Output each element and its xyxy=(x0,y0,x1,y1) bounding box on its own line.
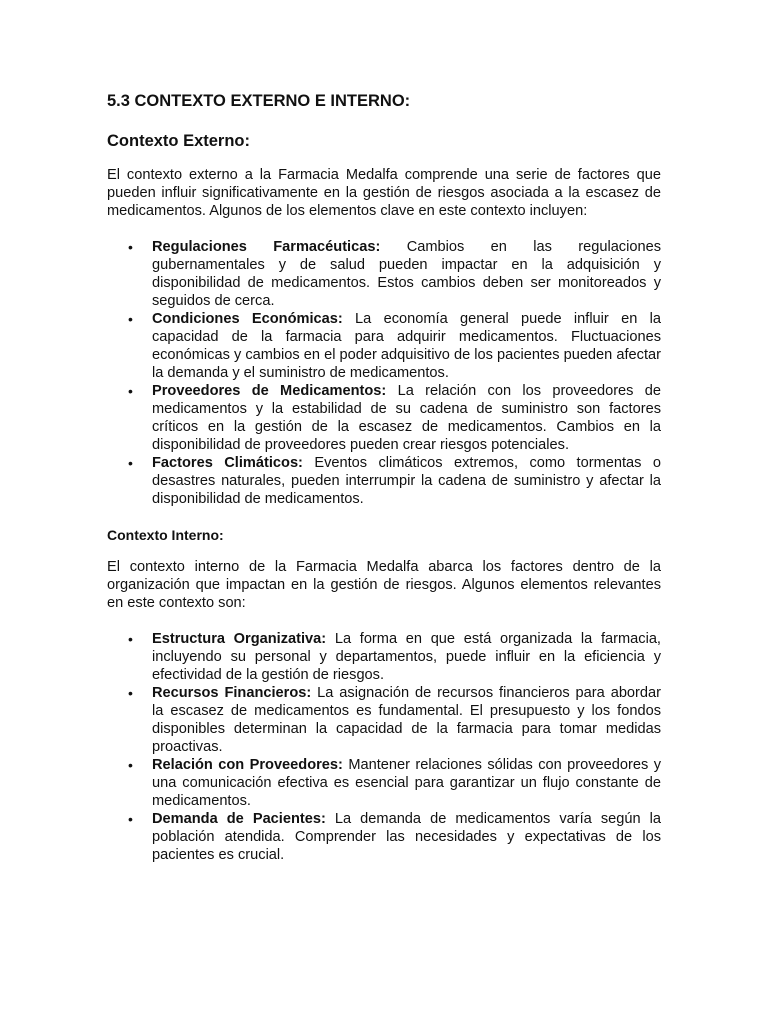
bullet-icon: • xyxy=(128,757,133,773)
list-item xyxy=(107,382,661,454)
list-item xyxy=(107,630,661,684)
internal-factors-list xyxy=(107,630,661,864)
list-item-text: La forma en que está organizada la farmacia, incluyendo su personal y departamentos, puede influir en la eficiencia y efectividad de la gestión de riesgos. xyxy=(152,631,661,683)
list-item-text: La asignación de recursos financieros para abordar la escasez de medicamentos es fundamental. El presupuesto y los fondos disponibles determinan la capacidad de la farmacia para tomar medidas proactivas. xyxy=(152,685,661,755)
list-item-text: Eventos climáticos extremos, como tormentas o desastres naturales, pueden interrumpir la cadena de suministro y afectar la disponibilidad de medicamentos. xyxy=(152,455,661,507)
list-item xyxy=(107,454,661,508)
list-item-text: La demanda de medicamentos varía según la población atendida. Comprender las necesidades y expectativas de los pacientes es crucial. xyxy=(152,811,662,863)
document-page xyxy=(107,88,661,882)
list-item xyxy=(107,756,661,810)
bullet-icon: • xyxy=(128,811,133,827)
external-context-heading: Contexto Externo: xyxy=(107,132,251,150)
list-item xyxy=(107,684,661,756)
list-item-text: La relación con los proveedores de medicamentos y la estabilidad de su cadena de suministro son factores críticos en la gestión de la escasez de medicamentos. Cambios en la disponibilidad de proveedores pueden crear riesgos potenciales. xyxy=(152,383,661,453)
list-item xyxy=(107,310,661,382)
list-item-text: Mantener relaciones sólidas con proveedores y una comunicación efectiva es esencial para garantizar un flujo constante de medicamentos. xyxy=(152,757,661,809)
list-item xyxy=(107,810,661,864)
external-factors-list xyxy=(107,238,661,508)
bullet-icon: • xyxy=(128,239,133,255)
list-item xyxy=(107,238,661,310)
bullet-icon: • xyxy=(128,455,133,471)
bullet-icon: • xyxy=(128,631,133,647)
bullet-icon: • xyxy=(128,311,133,327)
list-item-term: Proveedores de Medicamentos: xyxy=(152,383,387,399)
list-item-text: La economía general puede influir en la capacidad de la farmacia para adquirir medicamentos. Fluctuaciones económicas y cambios en el poder adquisitivo de los pacientes pueden afectar la demanda y el suministro de medicamentos. xyxy=(152,311,662,381)
list-item-term: Recursos Financieros: xyxy=(152,685,312,701)
list-item-term: Relación con Proveedores: xyxy=(152,757,343,773)
internal-context-intro: El contexto interno de la Farmacia Medalfa abarca los factores dentro de la organización que impactan en la gestión de riesgos. Algunos elementos relevantes en este contexto son: xyxy=(107,559,661,611)
list-item-term: Factores Climáticos: xyxy=(152,455,303,471)
internal-context-heading: Contexto Interno: xyxy=(107,527,224,543)
list-item-term: Estructura Organizativa: xyxy=(152,631,327,647)
list-item-text: Cambios en las regulaciones gubernamentales y de salud pueden impactar en la adquisición y disponibilidad de medicamentos. Estos cambios deben ser monitoreados y seguidos de cerca. xyxy=(152,239,661,309)
section-title: 5.3 CONTEXTO EXTERNO E INTERNO: xyxy=(107,92,411,110)
list-item-term: Regulaciones Farmacéuticas: xyxy=(152,239,381,255)
list-item-term: Condiciones Económicas: xyxy=(152,311,343,327)
list-item-term: Demanda de Pacientes: xyxy=(152,811,326,827)
bullet-icon: • xyxy=(128,383,133,399)
bullet-icon: • xyxy=(128,685,133,701)
external-context-intro: El contexto externo a la Farmacia Medalfa comprende una serie de factores que pueden influir significativamente en la gestión de riesgos asociada a la escasez de medicamentos. Algunos de los elementos clave en este contexto incluyen: xyxy=(107,167,661,219)
